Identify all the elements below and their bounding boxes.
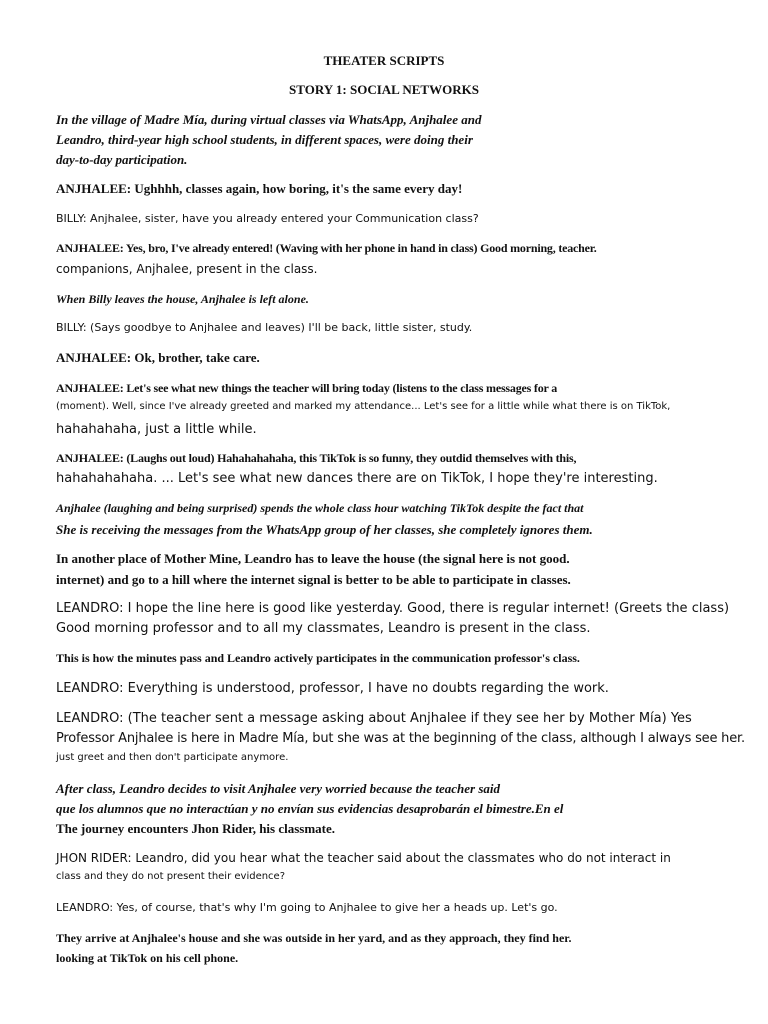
- document-subtitle: STORY 1: SOCIAL NETWORKS: [289, 82, 479, 97]
- narration-line: In another place of Mother Mine, Leandro has to leave the house (the signal here is not good.: [56, 551, 570, 566]
- dialogue-line: LEANDRO: I hope the line here is good like yesterday. Good, there is regular internet! (Greets the class): [56, 601, 730, 616]
- narration-line: When Billy leaves the house, Anjhalee is left alone.: [56, 292, 309, 306]
- dialogue-line: companions, Anjhalee, present in the class.: [56, 262, 318, 276]
- dialogue-line: ANJHALEE: Ughhhh, classes again, how boring, it's the same every day!: [56, 181, 463, 196]
- dialogue-line: Professor Anjhalee is here in Madre Mía, but she was at the beginning of the class, although I always see her.: [56, 731, 745, 746]
- narration-line: The journey encounters Jhon Rider, his classmate.: [56, 821, 336, 836]
- dialogue-line: BILLY: Anjhalee, sister, have you already entered your Communication class?: [56, 212, 479, 225]
- dialogue-line: (moment). Well, since I've already greeted and marked my attendance... Let's see for a little while what there is on TikTok,: [56, 401, 671, 412]
- dialogue-line: just greet and then don't participate anymore.: [56, 752, 289, 763]
- dialogue-line: LEANDRO: Yes, of course, that's why I'm going to Anjhalee to give her a heads up. Let's go.: [56, 901, 558, 914]
- dialogue-line: ANJHALEE: Ok, brother, take care.: [56, 350, 260, 365]
- dialogue-line: Good morning professor and to all my classmates, Leandro is present in the class.: [56, 621, 591, 636]
- narration-line: Anjhalee (laughing and being surprised) spends the whole class hour watching TikTok despite the fact that: [56, 501, 584, 515]
- dialogue-line: ANJHALEE: Let's see what new things the teacher will bring today (listens to the class messages for a: [56, 381, 557, 395]
- narration-line: que los alumnos que no interactúan y no envían sus evidencias desaprobarán el bimestre.En el: [56, 801, 564, 816]
- dialogue-line: ANJHALEE: Yes, bro, I've already entered! (Waving with her phone in hand in class) Good morning, teacher.: [56, 241, 597, 255]
- narration-line: They arrive at Anjhalee's house and she was outside in her yard, and as they approach, they find her.: [56, 931, 572, 945]
- narration-line: looking at TikTok on his cell phone.: [56, 951, 239, 965]
- dialogue-line: hahahahaha, just a little while.: [56, 422, 257, 437]
- dialogue-line: LEANDRO: (The teacher sent a message asking about Anjhalee if they see her by Mother Mía) Yes: [56, 711, 692, 726]
- narration-line: Leandro, third-year high school students, in different spaces, were doing their: [56, 132, 473, 147]
- dialogue-line: ANJHALEE: (Laughs out loud) Hahahahahaha, this TikTok is so funny, they outdid themselves with this,: [56, 451, 577, 465]
- dialogue-line: class and they do not present their evidence?: [56, 871, 286, 882]
- dialogue-line: JHON RIDER: Leandro, did you hear what the teacher said about the classmates who do not interact in: [56, 851, 671, 865]
- dialogue-line: hahahahahaha. ... Let's see what new dances there are on TikTok, I hope they're interesting.: [56, 471, 658, 486]
- narration-line: In the village of Madre Mía, during virtual classes via WhatsApp, Anjhalee and: [56, 112, 482, 127]
- narration-line: This is how the minutes pass and Leandro actively participates in the communication professor's class.: [56, 651, 580, 665]
- dialogue-line: LEANDRO: Everything is understood, professor, I have no doubts regarding the work.: [56, 681, 609, 696]
- narration-line: day-to-day participation.: [56, 152, 188, 167]
- narration-line: She is receiving the messages from the WhatsApp group of her classes, she completely ignores them.: [56, 522, 593, 537]
- narration-line: internet) and go to a hill where the internet signal is better to be able to participate in classes.: [56, 572, 571, 587]
- dialogue-line: BILLY: (Says goodbye to Anjhalee and leaves) I'll be back, little sister, study.: [56, 321, 473, 334]
- document-title: THEATER SCRIPTS: [323, 53, 445, 68]
- narration-line: After class, Leandro decides to visit Anjhalee very worried because the teacher said: [56, 781, 500, 796]
